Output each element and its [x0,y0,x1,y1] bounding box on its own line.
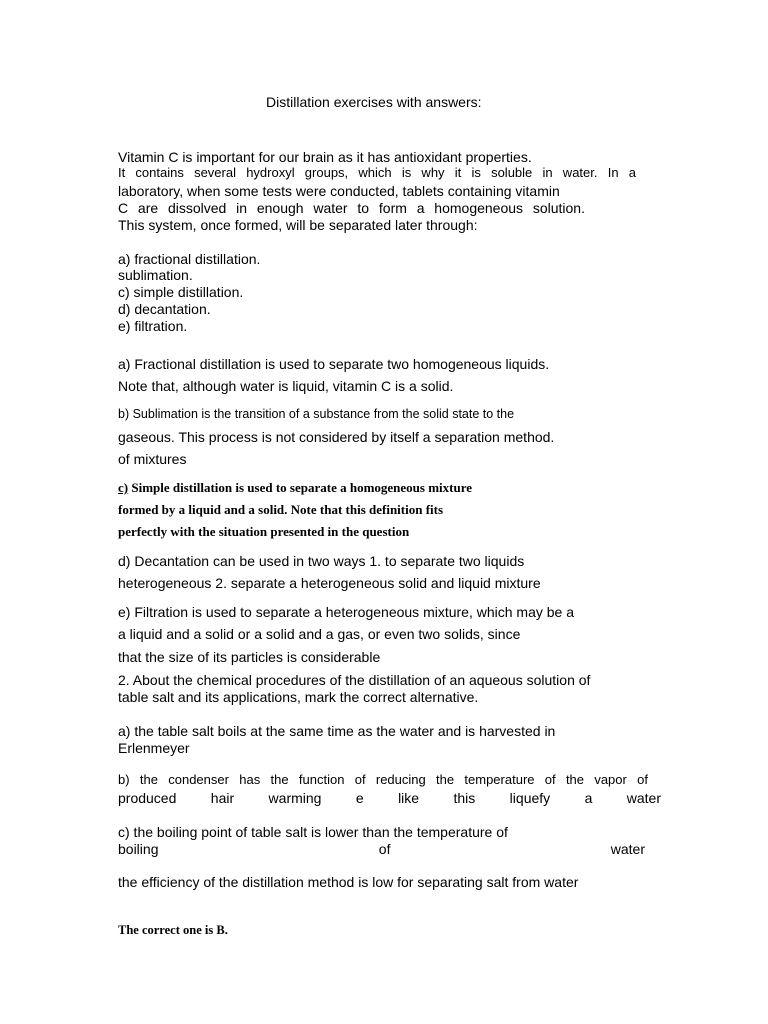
q1-intro-line: It contains several hydroxyl groups, which is why it is soluble in water. In a [118,165,636,180]
q1-option: sublimation. [118,267,193,283]
q1-intro-line: laboratory, when some tests were conducted, tablets containing vitamin [118,183,560,199]
q2-option-c-line: c) the boiling point of table salt is lower than the temperature of [118,824,508,840]
explanation-d-line: heterogeneous 2. separate a heterogeneous solid and liquid mixture [118,575,541,591]
explanation-b-line: b) Sublimation is the transition of a substance from the solid state to the [118,407,515,421]
q2-option-d: the efficiency of the distillation method is low for separating salt from water [118,874,579,890]
explanation-a-line: Note that, although water is liquid, vitamin C is a solid. [118,378,454,394]
q2-option-b-line: produced hair warming e like this liquefy a water [118,790,661,806]
page-title: Distillation exercises with answers: [266,94,482,110]
explanation-a-line: a) Fractional distillation is used to separate two homogeneous liquids. [118,356,550,372]
correct-answer: The correct one is B. [118,923,228,937]
explanation-c-line: perfectly with the situation presented in the question [118,524,410,539]
q2-option-a-line: Erlenmeyer [118,740,190,756]
q1-option: c) simple distillation. [118,284,244,300]
q2-option-c-line: boiling of water [118,841,645,857]
explanation-c-text: Simple distillation is used to separate a homogeneous mixture [128,480,473,495]
q1-intro-line: C are dissolved in enough water to form a homogeneous solution. [118,200,585,216]
q1-option: e) filtration. [118,318,188,334]
explanation-c-line: formed by a liquid and a solid. Note that this definition fits [118,502,444,517]
q2-stem-line: 2. About the chemical procedures of the distillation of an aqueous solution of [118,672,591,688]
explanation-c-line [118,481,472,496]
explanation-c-label: c) [118,480,129,495]
q1-option: d) decantation. [118,301,211,317]
q2-stem-line: table salt and its applications, mark the correct alternative. [118,689,479,705]
q1-intro-line: Vitamin C is important for our brain as it has antioxidant properties. [118,149,532,165]
explanation-e-line: e) Filtration is used to separate a heterogeneous mixture, which may be a [118,604,575,620]
explanation-d-line: d) Decantation can be used in two ways 1. to separate two liquids [118,553,525,569]
explanation-e-line: a liquid and a solid or a solid and a gas, or even two solids, since [118,626,521,642]
q2-option-b-line: b) the condenser has the function of reducing the temperature of the vapor of [118,772,648,787]
q1-intro-line: This system, once formed, will be separated later through: [118,217,478,233]
q1-option: a) fractional distillation. [118,251,261,267]
explanation-b-line: gaseous. This process is not considered by itself a separation method. [118,429,555,445]
q2-option-a-line: a) the table salt boils at the same time as the water and is harvested in [118,723,556,739]
explanation-e-line: that the size of its particles is considerable [118,649,381,665]
explanation-b-line: of mixtures [118,451,187,467]
